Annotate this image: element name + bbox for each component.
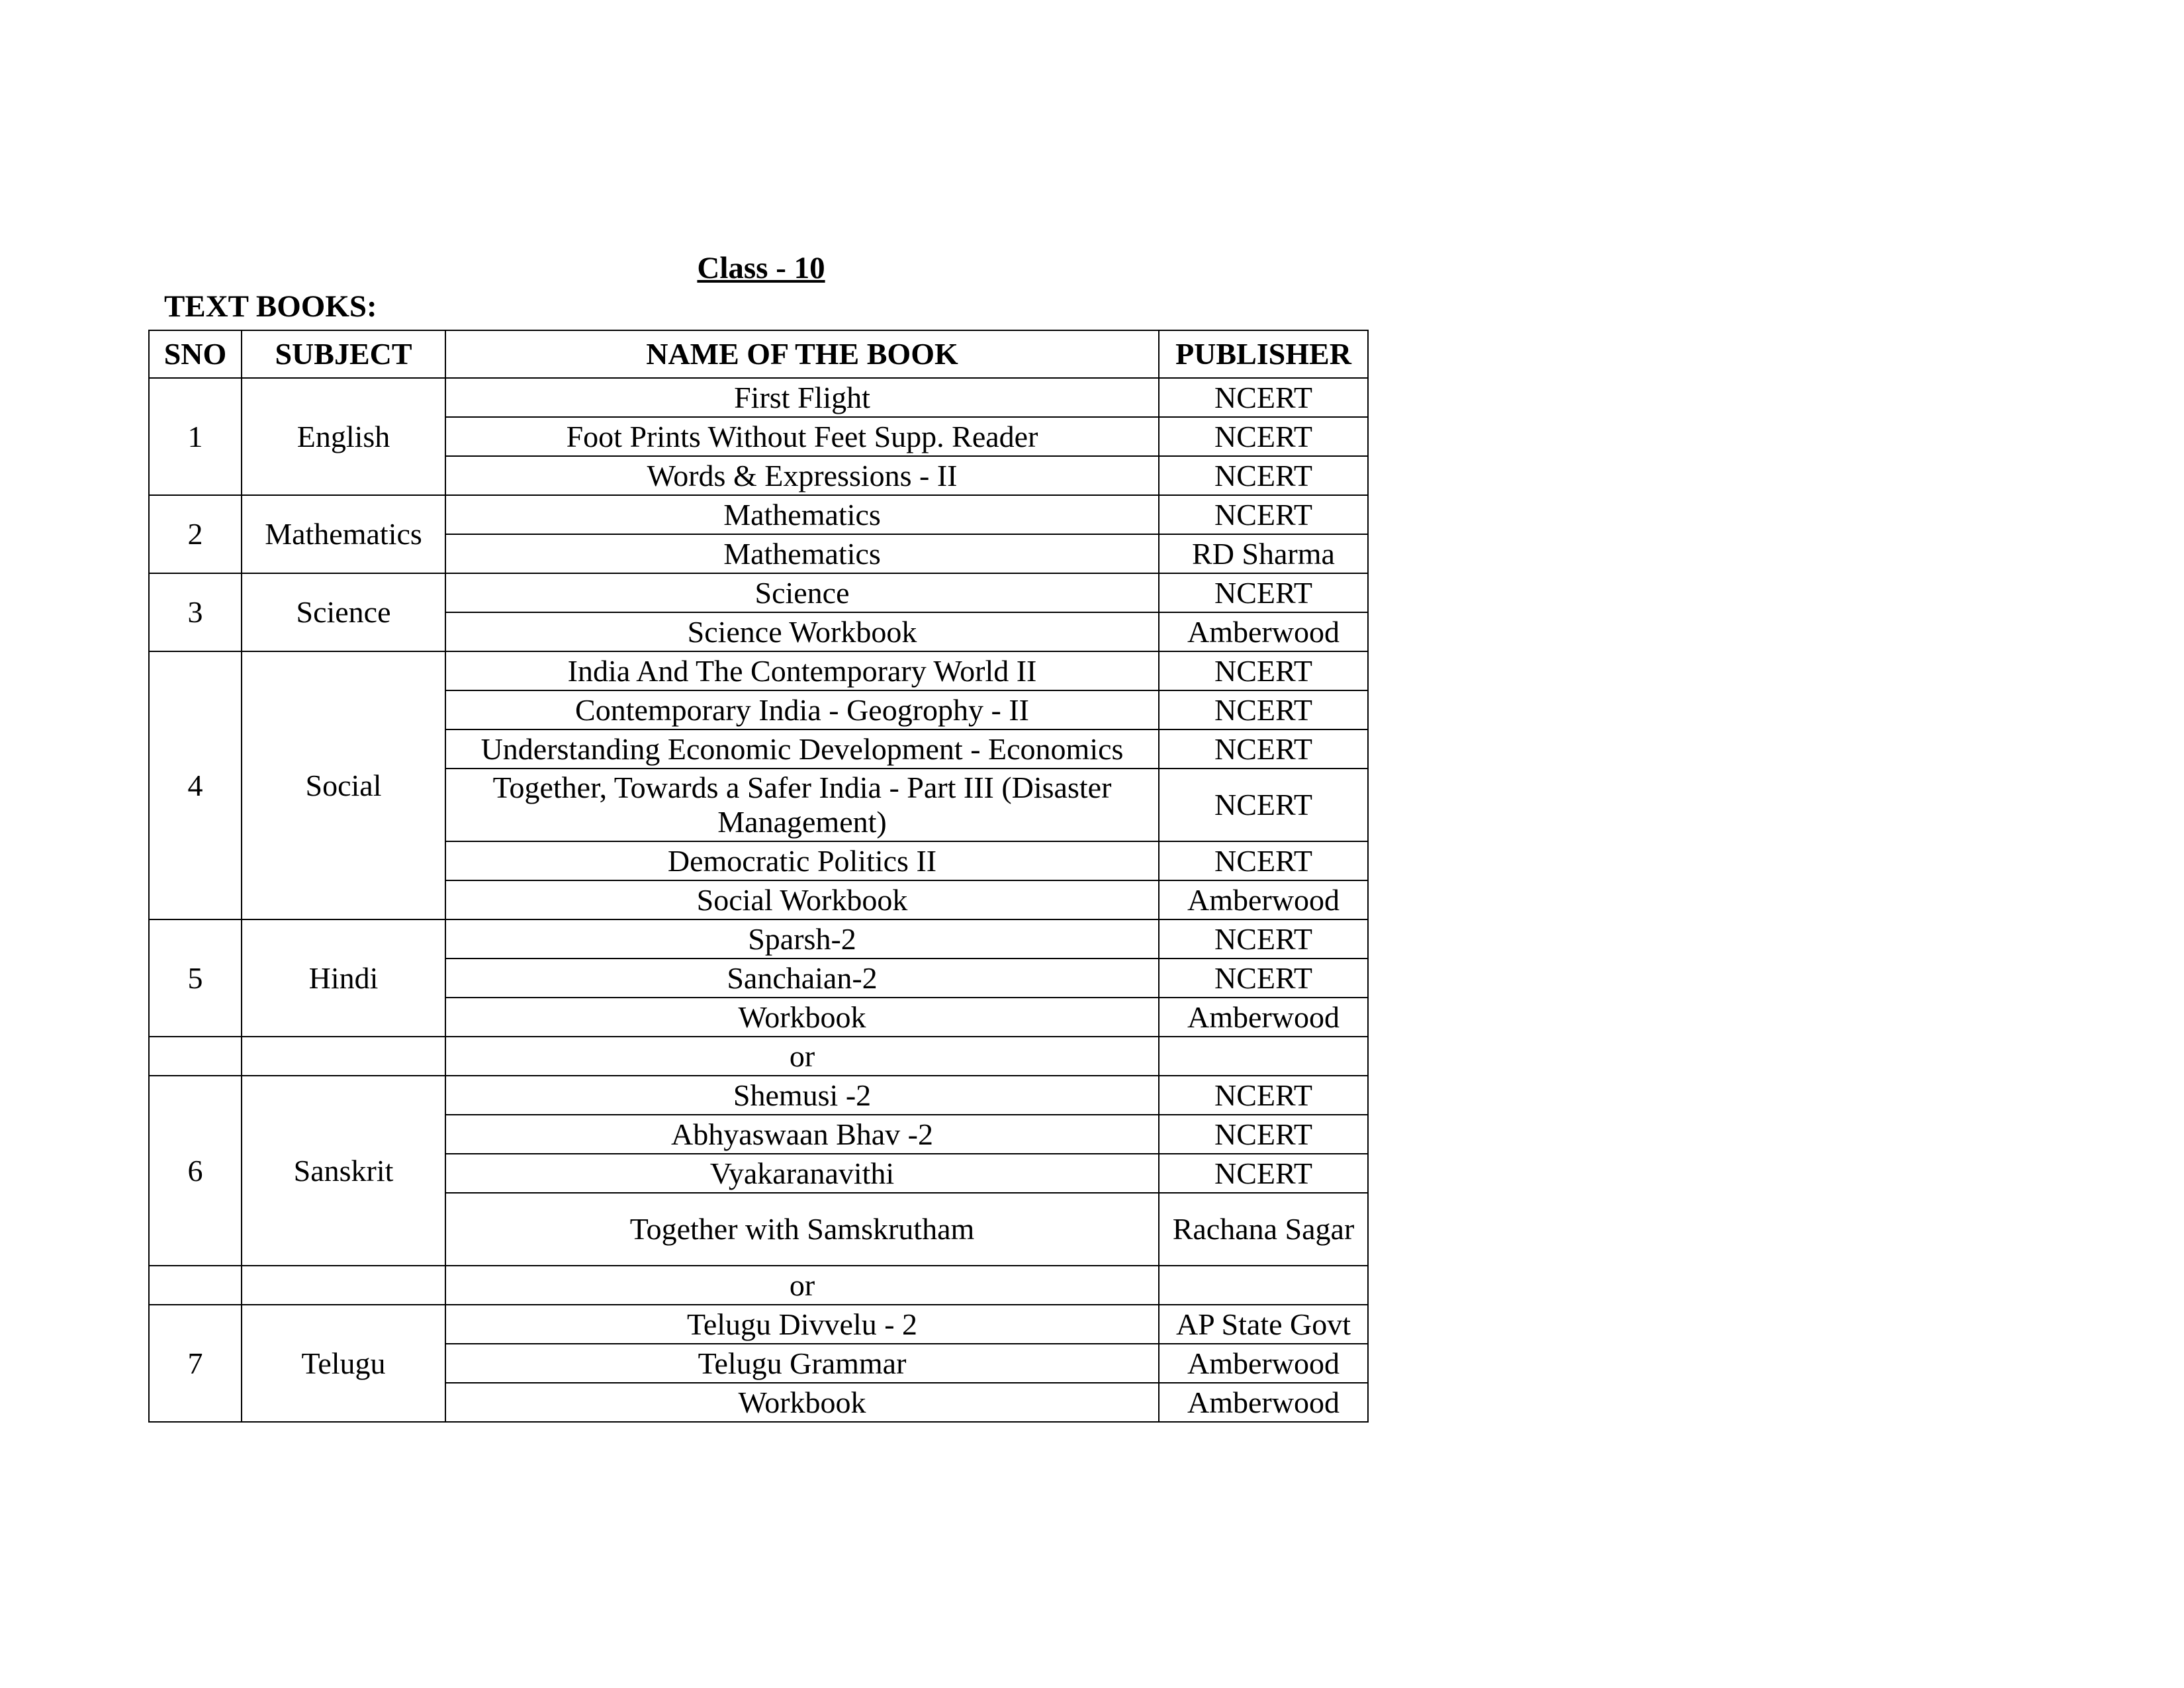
empty-cell: [242, 1266, 445, 1305]
publisher-cell: NCERT: [1159, 919, 1368, 959]
book-name-cell: Science Workbook: [445, 612, 1159, 651]
page-title: Class - 10: [697, 251, 825, 285]
subject-cell: Social: [242, 651, 445, 919]
publisher-cell: RD Sharma: [1159, 534, 1368, 573]
publisher-cell: NCERT: [1159, 690, 1368, 729]
book-name-cell: Sparsh-2: [445, 919, 1159, 959]
table-header-row: [149, 330, 1368, 378]
book-name-cell: Together, Towards a Safer India - Part III (Disaster Management): [445, 769, 1159, 841]
textbooks-table: [148, 330, 1369, 1423]
table-row: [149, 919, 1368, 959]
publisher-cell: NCERT: [1159, 495, 1368, 534]
header-book-name: NAME OF THE BOOK: [445, 330, 1159, 378]
publisher-cell: Amberwood: [1159, 1383, 1368, 1422]
book-name-cell: Contemporary India - Geogrophy - II: [445, 690, 1159, 729]
subject-cell: English: [242, 378, 445, 495]
table-row: [149, 573, 1368, 612]
publisher-cell: NCERT: [1159, 1115, 1368, 1154]
publisher-cell: AP State Govt: [1159, 1305, 1368, 1344]
publisher-cell: NCERT: [1159, 417, 1368, 456]
publisher-cell: NCERT: [1159, 769, 1368, 841]
book-name-cell: Workbook: [445, 998, 1159, 1037]
header-publisher: PUBLISHER: [1159, 330, 1368, 378]
publisher-cell: Amberwood: [1159, 998, 1368, 1037]
table-row: [149, 1076, 1368, 1115]
publisher-cell: NCERT: [1159, 378, 1368, 417]
sno-cell: 1: [149, 378, 242, 495]
subject-cell: Science: [242, 573, 445, 651]
book-name-cell: India And The Contemporary World II: [445, 651, 1159, 690]
book-name-cell: Telugu Divvelu - 2: [445, 1305, 1159, 1344]
subject-cell: Mathematics: [242, 495, 445, 573]
book-name-cell: Understanding Economic Development - Economics: [445, 729, 1159, 769]
publisher-cell: NCERT: [1159, 1154, 1368, 1193]
sno-cell: 5: [149, 919, 242, 1037]
table-row: [149, 1305, 1368, 1344]
book-name-cell: Words & Expressions - II: [445, 456, 1159, 495]
table-row: [149, 651, 1368, 690]
sno-cell: 2: [149, 495, 242, 573]
publisher-cell: NCERT: [1159, 729, 1368, 769]
publisher-cell: Amberwood: [1159, 1344, 1368, 1383]
separator-row: [149, 1266, 1368, 1305]
book-name-cell: First Flight: [445, 378, 1159, 417]
or-separator: or: [445, 1037, 1159, 1076]
empty-cell: [149, 1037, 242, 1076]
empty-cell: [1159, 1037, 1368, 1076]
sno-cell: 4: [149, 651, 242, 919]
book-name-cell: Telugu Grammar: [445, 1344, 1159, 1383]
sno-cell: 3: [149, 573, 242, 651]
separator-row: [149, 1037, 1368, 1076]
book-name-cell: Sanchaian-2: [445, 959, 1159, 998]
book-name-cell: Vyakaranavithi: [445, 1154, 1159, 1193]
header-sno: SNO: [149, 330, 242, 378]
section-label: TEXT BOOKS:: [164, 289, 377, 324]
sno-cell: 7: [149, 1305, 242, 1422]
publisher-cell: NCERT: [1159, 1076, 1368, 1115]
publisher-cell: NCERT: [1159, 651, 1368, 690]
subject-cell: Hindi: [242, 919, 445, 1037]
publisher-cell: NCERT: [1159, 456, 1368, 495]
book-name-cell: Democratic Politics II: [445, 841, 1159, 880]
book-name-cell: Social Workbook: [445, 880, 1159, 919]
empty-cell: [242, 1037, 445, 1076]
publisher-cell: NCERT: [1159, 841, 1368, 880]
publisher-cell: NCERT: [1159, 573, 1368, 612]
book-name-cell: Mathematics: [445, 495, 1159, 534]
book-name-cell: Science: [445, 573, 1159, 612]
publisher-cell: Amberwood: [1159, 612, 1368, 651]
subject-cell: Sanskrit: [242, 1076, 445, 1266]
book-name-cell: Foot Prints Without Feet Supp. Reader: [445, 417, 1159, 456]
table-row: [149, 495, 1368, 534]
book-name-cell: Mathematics: [445, 534, 1159, 573]
subject-cell: Telugu: [242, 1305, 445, 1422]
book-name-cell: Workbook: [445, 1383, 1159, 1422]
book-name-cell: Abhyaswaan Bhav -2: [445, 1115, 1159, 1154]
header-subject: SUBJECT: [242, 330, 445, 378]
empty-cell: [1159, 1266, 1368, 1305]
publisher-cell: Rachana Sagar: [1159, 1193, 1368, 1266]
empty-cell: [149, 1266, 242, 1305]
sno-cell: 6: [149, 1076, 242, 1266]
publisher-cell: NCERT: [1159, 959, 1368, 998]
book-name-cell: Shemusi -2: [445, 1076, 1159, 1115]
table-row: [149, 378, 1368, 417]
book-name-cell: Together with Samskrutham: [445, 1193, 1159, 1266]
or-separator: or: [445, 1266, 1159, 1305]
publisher-cell: Amberwood: [1159, 880, 1368, 919]
